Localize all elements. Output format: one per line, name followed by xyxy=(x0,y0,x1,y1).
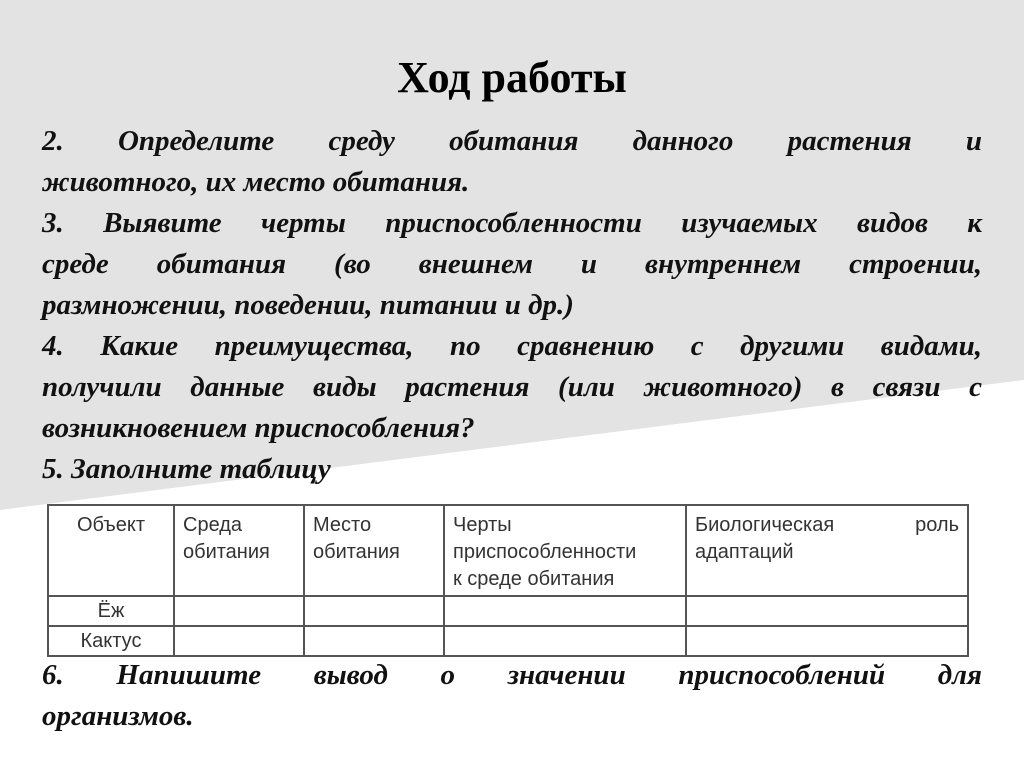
header-biological-role xyxy=(686,505,968,596)
header-adaptation-traits-line-2: приспособленности xyxy=(453,541,637,563)
table-row xyxy=(48,626,968,656)
table-header-row xyxy=(48,505,968,596)
header-adaptation-traits-line-3: к среде обитания xyxy=(453,568,615,590)
header-biological-role-line-1 xyxy=(695,512,959,539)
row-object-cell: Ёж xyxy=(48,596,174,626)
adaptation-table xyxy=(47,504,969,657)
table-row xyxy=(48,596,968,626)
step-4-line-3: возникновением приспособления? xyxy=(42,412,475,444)
header-habitat-environment-line-2: обитания xyxy=(183,541,270,563)
step-5-line-1: 5. Заполните таблицу xyxy=(42,453,331,485)
header-habitat-place xyxy=(304,505,444,596)
empty-cell xyxy=(174,626,304,656)
header-adaptation-traits-line-1: Черты xyxy=(453,514,512,536)
header-habitat-environment-line-1: Среда xyxy=(183,514,243,536)
header-biological-role-word-1: Биологическая xyxy=(695,514,835,536)
empty-cell xyxy=(686,626,968,656)
step-4-line-1: 4. Какие преимущества, по сравнению с другими видами, xyxy=(42,330,982,362)
step-5-text xyxy=(42,449,982,490)
step-3-line-1: 3. Выявите черты приспособленности изучаемых видов к xyxy=(42,207,982,239)
step-6-line-2: организмов. xyxy=(42,700,194,732)
slide-title: Ход работы xyxy=(397,53,627,102)
header-biological-role-word-2: роль xyxy=(915,514,959,536)
header-habitat-place-line-1: Место xyxy=(313,514,372,536)
step-6-text xyxy=(42,655,982,737)
empty-cell xyxy=(304,626,444,656)
step-3-line-2: среде обитания (во внешнем и внутреннем строении, xyxy=(42,248,982,280)
step-3-line-3: размножении, поведении, питании и др.) xyxy=(42,289,574,321)
header-adaptation-traits xyxy=(444,505,686,596)
empty-cell xyxy=(174,596,304,626)
step-2-line-1: 2. Определите среду обитания данного растения и xyxy=(42,125,982,157)
empty-cell xyxy=(444,626,686,656)
step-2-text xyxy=(42,121,982,203)
step-4-text xyxy=(42,326,982,449)
header-habitat-place-line-2: обитания xyxy=(313,541,400,563)
step-4-line-2: получили данные виды растения (или животного) в связи с xyxy=(42,371,982,403)
empty-cell xyxy=(686,596,968,626)
step-2-line-2: животного, их место обитания. xyxy=(42,166,470,198)
header-biological-role-line-2: адаптаций xyxy=(695,541,794,563)
empty-cell xyxy=(444,596,686,626)
step-6-line-1: 6. Напишите вывод о значении приспособлений для xyxy=(42,659,982,691)
header-habitat-environment xyxy=(174,505,304,596)
row-object-cell: Кактус xyxy=(48,626,174,656)
header-object: Объект xyxy=(48,505,174,596)
step-3-text xyxy=(42,203,982,326)
empty-cell xyxy=(304,596,444,626)
